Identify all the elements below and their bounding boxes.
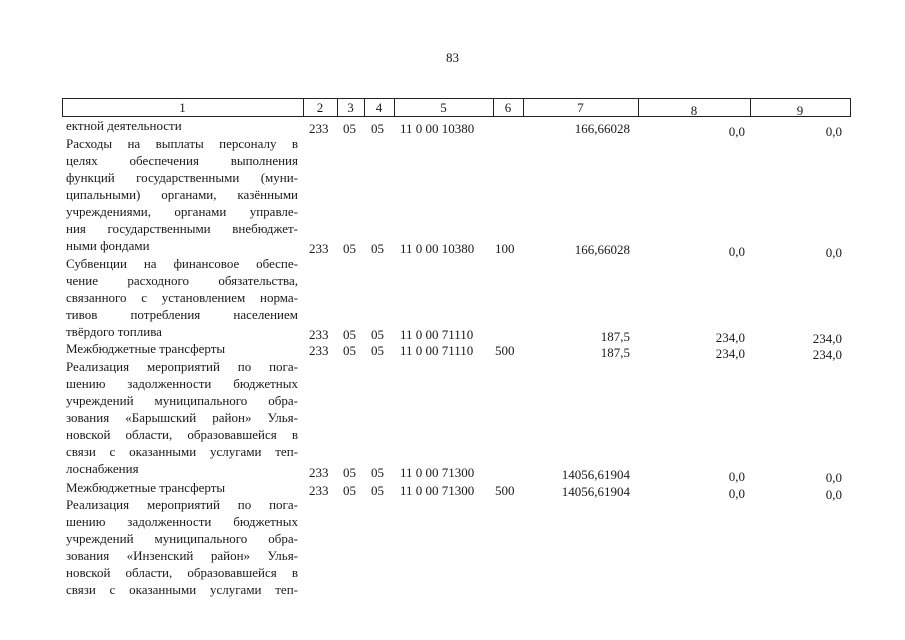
row-description-line: новской области, образовавшейся в: [66, 427, 298, 442]
cell-value-9: 0,0: [825, 245, 842, 260]
cell-target-article: 11 0 00 71300: [400, 483, 475, 498]
cell-value-7: 166,66028: [574, 121, 630, 136]
cell-value-8: 234,0: [715, 346, 745, 361]
row-description-line: связанного с установлением норма-: [66, 290, 298, 305]
cell-value-9: 0,0: [825, 124, 842, 139]
row-description-line: Межбюджетные трансферты: [66, 480, 226, 495]
cell-value-9: 234,0: [812, 347, 842, 362]
cell-value-9: 0,0: [825, 470, 842, 485]
cell-target-article: 11 0 00 71300: [400, 465, 475, 480]
table-header: [0, 0, 905, 130]
cell-section: 05: [343, 121, 356, 136]
row-description-line: лоснабжения: [66, 461, 139, 476]
cell-value-7: 187,5: [600, 329, 630, 344]
cell-code: 233: [309, 327, 329, 342]
cell-section: 05: [343, 465, 356, 480]
cell-subsection: 05: [371, 483, 384, 498]
row-description-line: учреждениями, органами управле-: [66, 204, 298, 219]
header-col-7: 7: [577, 100, 584, 115]
cell-value-8: 0,0: [728, 124, 745, 139]
cell-target-article: 11 0 00 10380: [400, 241, 475, 256]
row-description-line: тивов потребления населением: [66, 307, 298, 322]
row-description-line: Реализация мероприятий по пога-: [66, 359, 298, 374]
cell-code: 233: [309, 465, 329, 480]
row-description-line: связи с оказанными услугами теп-: [66, 444, 298, 459]
cell-target-article: 11 0 00 10380: [400, 121, 475, 136]
row-description-line: связи с оказанными услугами теп-: [66, 582, 298, 597]
cell-value-8: 0,0: [728, 486, 745, 501]
cell-expense-type: 500: [495, 483, 515, 498]
row-description-line: учреждений муниципального обра-: [66, 531, 298, 546]
row-description-line: Межбюджетные трансферты: [66, 341, 226, 356]
cell-code: 233: [309, 483, 329, 498]
cell-subsection: 05: [371, 121, 384, 136]
row-description-line: шению задолженности бюджетных: [66, 514, 298, 529]
row-description-line: ектной деятельности: [66, 118, 182, 133]
row-description-line: твёрдого топлива: [66, 324, 162, 339]
row-description-line: ния государственными внебюджет-: [66, 221, 298, 236]
cell-section: 05: [343, 327, 356, 342]
cell-expense-type: 100: [495, 241, 515, 256]
cell-expense-type: 500: [495, 343, 515, 358]
row-description-line: Реализация мероприятий по пога-: [66, 497, 298, 512]
header-col-1: 1: [179, 100, 186, 115]
row-description-line: новской области, образовавшейся в: [66, 565, 298, 580]
cell-code: 233: [309, 343, 329, 358]
row-description-line: зования «Инзенский район» Улья-: [66, 548, 298, 563]
row-description-line: Субвенции на финансовое обеспе-: [66, 256, 298, 271]
row-description-line: ными фондами: [66, 238, 150, 253]
cell-section: 05: [343, 241, 356, 256]
cell-value-7: 14056,61904: [561, 484, 630, 499]
cell-subsection: 05: [371, 241, 384, 256]
cell-target-article: 11 0 00 71110: [400, 343, 474, 358]
cell-section: 05: [343, 343, 356, 358]
header-col-9: 9: [796, 103, 804, 118]
cell-code: 233: [309, 241, 329, 256]
header-col-5: 5: [440, 100, 447, 115]
cell-subsection: 05: [371, 327, 384, 342]
cell-target-article: 11 0 00 71110: [400, 327, 474, 342]
row-description-line: учреждений муниципального обра-: [66, 393, 298, 408]
header-col-3: 3: [347, 100, 354, 115]
header-col-4: 4: [375, 100, 383, 115]
cell-value-8: 0,0: [728, 469, 745, 484]
row-description-line: зования «Барышский район» Улья-: [66, 410, 298, 425]
cell-section: 05: [343, 483, 356, 498]
row-description-line: целях обеспечения выполнения: [66, 153, 298, 168]
page-number: 83: [446, 50, 459, 65]
row-description-line: функций государственными (муни-: [66, 170, 298, 185]
row-description-line: шению задолженности бюджетных: [66, 376, 298, 391]
cell-subsection: 05: [371, 465, 384, 480]
header-col-6: 6: [504, 100, 512, 115]
cell-value-9: 0,0: [825, 487, 842, 502]
row-description-line: чение расходного обязательства,: [66, 273, 298, 288]
row-description-line: ципальными) органами, казёнными: [66, 187, 298, 202]
cell-value-7: 166,66028: [574, 242, 630, 257]
cell-subsection: 05: [371, 343, 384, 358]
row-description-line: Расходы на выплаты персоналу в: [66, 136, 298, 151]
cell-value-9: 234,0: [812, 331, 842, 346]
cell-value-7: 187,5: [600, 345, 630, 360]
header-col-2: 2: [316, 100, 324, 115]
cell-value-8: 0,0: [728, 244, 745, 259]
cell-code: 233: [309, 121, 329, 136]
header-col-8: 8: [690, 103, 698, 118]
cell-value-8: 234,0: [715, 330, 745, 345]
cell-value-7: 14056,61904: [561, 467, 630, 482]
